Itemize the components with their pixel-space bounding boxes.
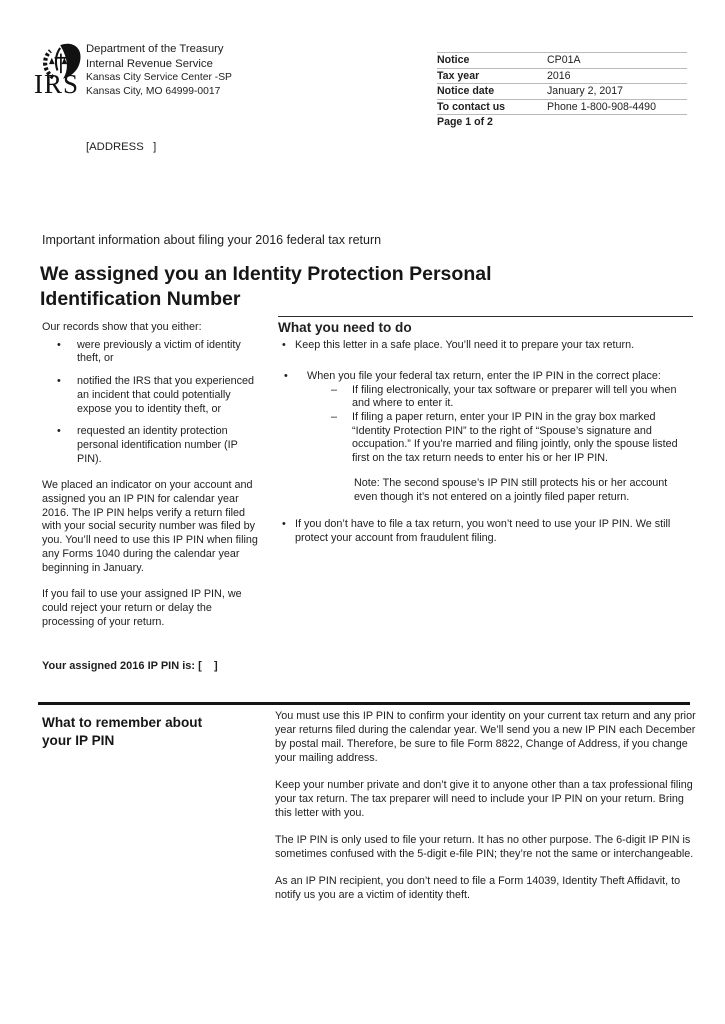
remember-paragraph: Keep your number private and don’t give it to anyone other than a tax professional filing your tax return. The tax preparer will need to include your IP PIN on your return. Bring this letter with you.: [275, 779, 693, 820]
sub-list-item-text: If filing a paper return, enter your IP PIN in the gray box marked “Identity Protection PIN” to the right of “Spouse’s signature and occupation.” If you’re married and filing jointly, only the spouse listed first on the tax return needs to enter his or her IP PIN.: [352, 411, 678, 465]
sub-list-item: [278, 411, 693, 466]
bullet-icon: •: [57, 338, 61, 351]
section-divider: [278, 316, 693, 317]
info-value: 2016: [547, 69, 571, 82]
table-row: [437, 115, 687, 130]
table-row: [437, 53, 687, 69]
bullet-icon: •: [57, 425, 61, 438]
section-divider-thick: [38, 702, 690, 705]
bullet-icon: •: [282, 518, 286, 531]
list-item-text: notified the IRS that you experienced an incident that could potentially expose you to identity theft, or: [77, 375, 255, 415]
page-title: We assigned you an Identity Protection Personal Identification Number: [40, 263, 492, 310]
agency-line: Department of the Treasury: [86, 43, 224, 55]
info-label: Notice date: [437, 85, 495, 98]
remember-section-body: [275, 709, 697, 915]
remember-section-heading: What to remember about your IP PIN: [42, 715, 203, 748]
agency-line: Kansas City Service Center -SP: [86, 72, 232, 84]
list-item: [42, 339, 261, 366]
info-value: Phone 1-800-908-4490: [547, 100, 656, 113]
records-column: [42, 321, 261, 674]
list-item: [42, 425, 261, 466]
bullet-icon: •: [284, 369, 288, 382]
irs-wordmark: IRS: [34, 69, 80, 99]
page-indicator: Page 1 of 2: [437, 116, 493, 129]
ip-pin-warning-paragraph: If you fail to use your assigned IP PIN, we could reject your return or delay the processing of your return.: [42, 588, 242, 628]
agency-line: Internal Revenue Service: [86, 57, 213, 70]
info-value: CP01A: [547, 54, 581, 67]
list-item-text: When you file your federal tax return, enter the IP PIN in the correct place:: [307, 369, 661, 382]
info-label: Notice: [437, 54, 470, 67]
remember-paragraph: The IP PIN is only used to file your return. It has no other purpose. The 6-digit IP PIN is sometimes confused with the 5-digit e-file PIN; they’re not the same or interchangeable.: [275, 834, 694, 861]
assigned-pin-line: Your assigned 2016 IP PIN is: [ ]: [42, 660, 218, 673]
list-item: [278, 518, 693, 545]
info-label: To contact us: [437, 100, 506, 113]
remember-paragraph: You must use this IP PIN to confirm your identity on your current tax return and any prior year returns filed during the calendar year. We’ll send you a new IP PIN each December by postal mail. Therefore, be sure to file Form 8822, Change of Address, if you change your mailing address.: [275, 710, 696, 765]
dash-icon: –: [331, 411, 338, 424]
records-intro: Our records show that you either:: [42, 321, 202, 333]
bullet-icon: •: [282, 339, 286, 352]
irs-logo: [34, 39, 86, 107]
list-item-text: requested an identity protection personal identification number (IP PIN).: [77, 425, 238, 465]
list-item-text: Keep this letter in a safe place. You’ll need it to prepare your tax return.: [295, 339, 635, 352]
list-item: [278, 370, 693, 384]
sub-list-item: [278, 384, 693, 411]
info-label: Tax year: [437, 69, 480, 82]
dash-icon: –: [331, 383, 338, 396]
remember-paragraph: As an IP PIN recipient, you don’t need to file a Form 14039, Identity Theft Affidavit, to notify us you are a victim of identity theft.: [275, 875, 681, 902]
what-to-do-heading: What you need to do: [278, 320, 412, 335]
agency-line: Kansas City, MO 64999-0017: [86, 85, 221, 97]
agency-address-block: [86, 42, 232, 98]
table-row: [437, 84, 687, 100]
list-item-text: were previously a victim of identity theft, or: [77, 338, 241, 365]
spouse-pin-note: Note: The second spouse’s IP PIN still protects his or her account even though it’s not entered on a jointly filed paper return.: [354, 476, 668, 503]
recipient-address-placeholder: [ADDRESS ]: [86, 141, 157, 153]
what-to-do-section: [278, 316, 693, 546]
list-item: [278, 339, 693, 353]
list-item-text: If you don’t have to file a tax return, you won’t need to use your IP PIN. We still protect your account from fraudulent filing.: [295, 518, 671, 544]
info-value: January 2, 2017: [547, 85, 623, 98]
sub-list-item-text: If filing electronically, your tax software or preparer will tell you when and where to enter it.: [352, 383, 677, 410]
table-row: [437, 100, 687, 116]
list-item: [42, 375, 261, 416]
table-row: [437, 69, 687, 85]
bullet-icon: •: [57, 375, 61, 388]
notice-kicker: Important information about filing your 2016 federal tax return: [42, 233, 382, 247]
notice-info-table: [437, 52, 687, 130]
ip-pin-explanation-paragraph: We placed an indicator on your account and assigned you an IP PIN for calendar year 2016. The IP PIN helps verify a return filed with your social security number was filed by you. You’ll need to use this IP PIN when filing any Forms 1040 during the calendar year beginning in January.: [42, 479, 258, 574]
